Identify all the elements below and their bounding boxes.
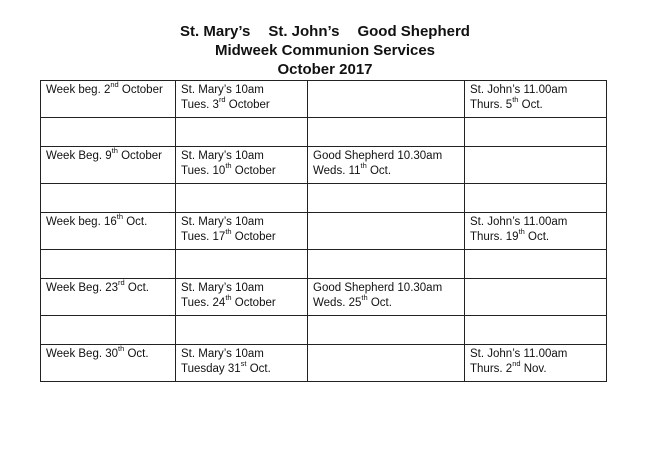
week-row [41,279,607,316]
st-marys-cell [176,81,308,118]
service-date-text: Thurs. 2 [470,363,513,375]
week-label-suffix: Oct. [124,348,149,360]
service-date-text: Tues. 10 [181,165,226,177]
service-time: Good Shepherd 10.30am [313,282,443,294]
week-label-text: Week Beg. 30 [46,348,119,360]
week-label [46,146,170,164]
service-date-suffix: Oct. [366,165,392,177]
st-johns-cell [465,213,607,250]
empty-cell [176,316,308,345]
service-date [470,359,601,377]
st-marys-cell [176,279,308,316]
service-date-ordinal: th [518,227,525,237]
empty-cell [41,184,176,213]
service-date-text: Tues. 3 [181,99,219,111]
week-label-ordinal: th [116,212,124,222]
empty-cell [465,250,607,279]
service-date-text: Tuesday 31 [181,363,241,375]
week-label-text: Week beg. 2 [46,84,111,96]
service-time: St. John’s 11.00am [470,84,568,96]
service-time: St. Mary’s 10am [181,348,264,360]
week-label-text: Week Beg. 9 [46,150,112,162]
week-label-cell [41,147,176,184]
good-shepherd-cell [308,279,465,316]
empty-cell [176,250,308,279]
empty-cell [308,316,465,345]
week-row [41,147,607,184]
empty-cell [308,184,465,213]
service-date-suffix: Oct. [367,297,392,309]
good-shepherd-cell [308,147,465,184]
week-label-cell [41,279,176,316]
empty-cell [465,316,607,345]
week-label-ordinal: th [111,146,118,156]
service-time: St. Mary’s 10am [181,84,264,96]
spacer-row [41,118,607,147]
st-johns-cell [465,81,607,118]
service-date-ordinal: th [360,161,367,171]
church-name-st-johns: St. John’s [268,23,340,40]
week-label-suffix: October [118,84,163,96]
empty-cell [465,118,607,147]
empty-cell [308,118,465,147]
st-johns-cell [465,279,607,316]
week-label [46,278,170,296]
document-header [0,22,650,79]
empty-cell [176,118,308,147]
service-date-suffix: Oct. [524,231,550,243]
service-date [313,161,459,179]
service-date [470,227,601,245]
good-shepherd-cell [308,213,465,250]
document-subtitle: Midweek Communion Services [214,42,436,59]
week-label [46,80,170,98]
week-label-cell [41,345,176,382]
service-date-ordinal: rd [218,95,226,105]
service-date-text: Weds. 25 [313,297,362,309]
service-date-suffix: Oct. [518,99,543,111]
week-row [41,345,607,382]
week-label-ordinal: th [118,344,125,354]
church-name-st-marys: St. Mary’s [180,23,251,40]
week-label-text: Week beg. 16 [46,216,117,228]
service-date-ordinal: nd [512,359,521,369]
week-label-suffix: Oct. [124,282,149,294]
service-date-suffix: October [231,165,276,177]
service-date-ordinal: th [361,293,368,303]
week-label-ordinal: rd [118,278,125,288]
st-johns-cell [465,147,607,184]
service-date-suffix: October [231,297,276,309]
service-date [181,359,302,377]
st-johns-cell [465,345,607,382]
service-date [181,161,302,179]
service-date [181,293,302,311]
week-label [46,212,170,230]
service-date [181,95,302,113]
service-date-suffix: Oct. [246,363,271,375]
service-date [313,293,459,311]
service-time: St. John’s 11.00am [470,216,568,228]
service-date-ordinal: th [225,293,232,303]
service-date [470,95,601,113]
service-date-text: Thurs. 19 [470,231,519,243]
service-date [181,227,302,245]
document-month: October 2017 [277,61,373,78]
week-label-suffix: Oct. [123,216,148,228]
service-time: St. Mary’s 10am [181,150,264,162]
empty-cell [176,184,308,213]
service-date-text: Weds. 11 [313,165,361,177]
st-marys-cell [176,345,308,382]
good-shepherd-cell [308,345,465,382]
service-time: Good Shepherd 10.30am [313,150,443,162]
week-label-cell [41,213,176,250]
service-date-suffix: October [225,99,270,111]
week-label-ordinal: nd [110,80,119,90]
service-date-ordinal: st [240,359,247,369]
church-name-good-shepherd: Good Shepherd [357,23,470,40]
church-names [0,22,650,41]
empty-cell [308,250,465,279]
spacer-row [41,184,607,213]
service-date-text: Tues. 24 [181,297,226,309]
week-label [46,344,170,362]
st-marys-cell [176,213,308,250]
empty-cell [41,118,176,147]
empty-cell [465,184,607,213]
service-date-ordinal: th [225,161,232,171]
service-date-suffix: October [231,231,276,243]
services-schedule-table [40,80,607,382]
week-label-suffix: October [117,150,163,162]
empty-cell [41,316,176,345]
service-date-ordinal: th [225,227,232,237]
good-shepherd-cell [308,81,465,118]
service-date-ordinal: th [512,95,519,105]
service-date-suffix: Nov. [520,363,547,375]
week-label-text: Week Beg. 23 [46,282,119,294]
week-row [41,81,607,118]
service-time: St. John’s 11.00am [470,348,568,360]
service-time: St. Mary’s 10am [181,216,264,228]
spacer-row [41,250,607,279]
service-date-text: Thurs. 5 [470,99,513,111]
week-row [41,213,607,250]
service-time: St. Mary’s 10am [181,282,264,294]
service-date-text: Tues. 17 [181,231,226,243]
schedule-body [41,81,607,382]
spacer-row [41,316,607,345]
week-label-cell [41,81,176,118]
empty-cell [41,250,176,279]
st-marys-cell [176,147,308,184]
